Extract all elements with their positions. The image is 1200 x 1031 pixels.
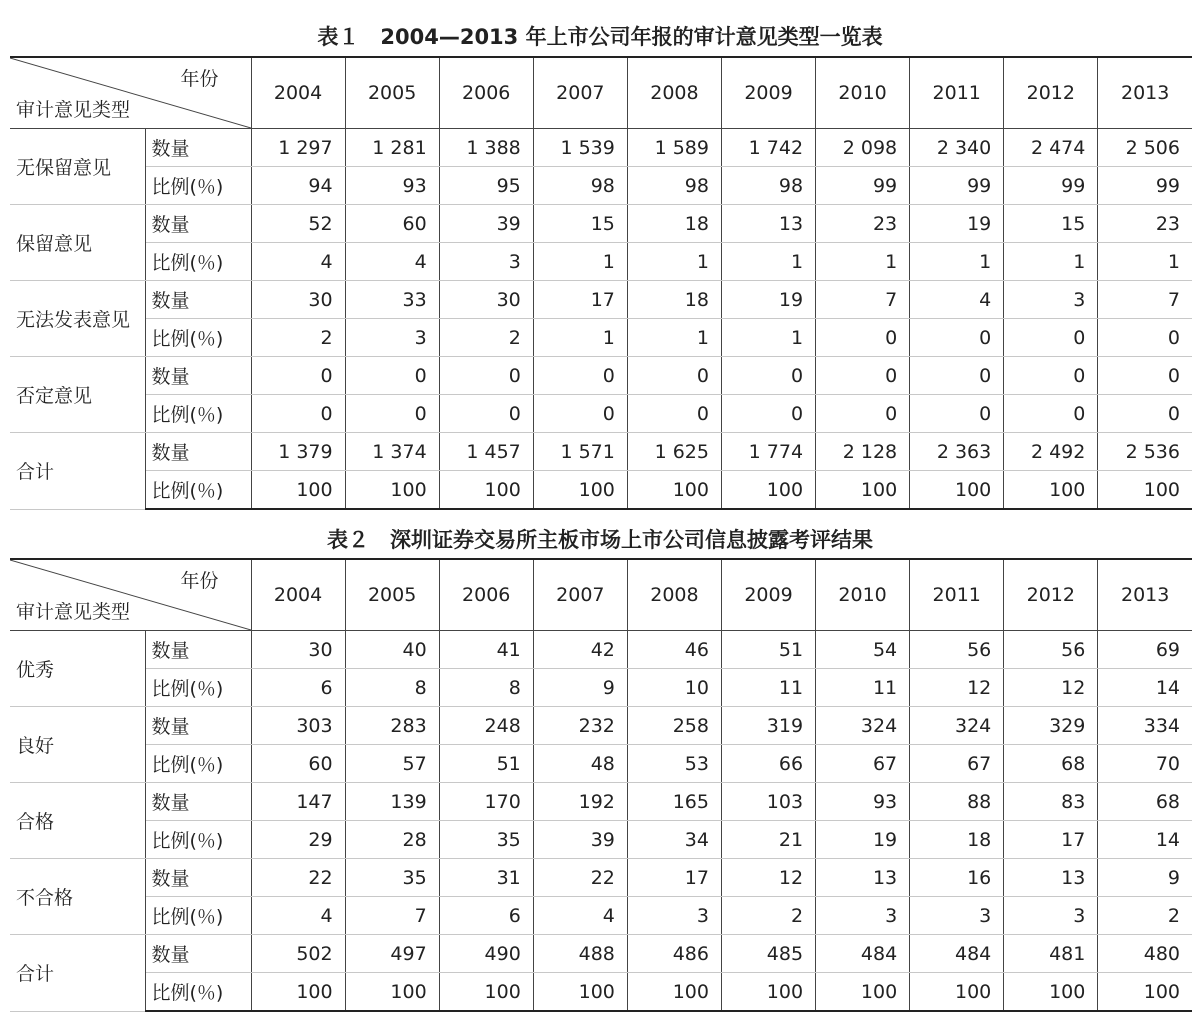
value-cell: 18 bbox=[627, 205, 721, 243]
value-cell: 30 bbox=[439, 281, 533, 319]
row-label: 比例(％) bbox=[145, 745, 251, 783]
value-cell: 98 bbox=[627, 167, 721, 205]
value-cell: 0 bbox=[345, 395, 439, 433]
value-cell: 1 bbox=[1004, 243, 1098, 281]
year-header: 2009 bbox=[721, 57, 815, 129]
corner-header bbox=[10, 57, 251, 129]
value-cell: 4 bbox=[910, 281, 1004, 319]
value-cell: 100 bbox=[345, 471, 439, 510]
value-cell: 22 bbox=[251, 859, 345, 897]
value-cell: 0 bbox=[910, 319, 1004, 357]
value-cell: 39 bbox=[533, 821, 627, 859]
table-row bbox=[10, 821, 1192, 859]
value-cell: 1 281 bbox=[345, 129, 439, 167]
value-cell: 100 bbox=[721, 471, 815, 510]
value-cell: 334 bbox=[1098, 707, 1192, 745]
value-cell: 303 bbox=[251, 707, 345, 745]
value-cell: 1 bbox=[627, 319, 721, 357]
row-label: 数量 bbox=[145, 707, 251, 745]
row-label: 比例(％) bbox=[145, 821, 251, 859]
value-cell: 0 bbox=[816, 395, 910, 433]
value-cell: 66 bbox=[721, 745, 815, 783]
value-cell: 68 bbox=[1004, 745, 1098, 783]
table-row bbox=[10, 319, 1192, 357]
value-cell: 17 bbox=[627, 859, 721, 897]
value-cell: 1 297 bbox=[251, 129, 345, 167]
group-label: 良好 bbox=[10, 707, 145, 783]
value-cell: 13 bbox=[721, 205, 815, 243]
value-cell: 8 bbox=[439, 669, 533, 707]
value-cell: 14 bbox=[1098, 821, 1192, 859]
value-cell: 1 374 bbox=[345, 433, 439, 471]
value-cell: 100 bbox=[533, 973, 627, 1012]
value-cell: 1 625 bbox=[627, 433, 721, 471]
value-cell: 0 bbox=[1098, 357, 1192, 395]
value-cell: 2 bbox=[1098, 897, 1192, 935]
table-row bbox=[10, 745, 1192, 783]
value-cell: 484 bbox=[816, 935, 910, 973]
value-cell: 100 bbox=[439, 973, 533, 1012]
value-cell: 481 bbox=[1004, 935, 1098, 973]
value-cell: 51 bbox=[721, 631, 815, 669]
table-row bbox=[10, 433, 1192, 471]
header-row bbox=[10, 559, 1192, 631]
value-cell: 2 340 bbox=[910, 129, 1004, 167]
value-cell: 100 bbox=[1004, 973, 1098, 1012]
value-cell: 4 bbox=[251, 243, 345, 281]
value-cell: 0 bbox=[1004, 357, 1098, 395]
table-row bbox=[10, 205, 1192, 243]
row-label: 数量 bbox=[145, 129, 251, 167]
value-cell: 42 bbox=[533, 631, 627, 669]
value-cell: 9 bbox=[1098, 859, 1192, 897]
year-header: 2011 bbox=[910, 559, 1004, 631]
value-cell: 35 bbox=[439, 821, 533, 859]
corner-header bbox=[10, 559, 251, 631]
value-cell: 100 bbox=[251, 973, 345, 1012]
value-cell: 70 bbox=[1098, 745, 1192, 783]
value-cell: 29 bbox=[251, 821, 345, 859]
value-cell: 0 bbox=[345, 357, 439, 395]
value-cell: 2 363 bbox=[910, 433, 1004, 471]
value-cell: 1 bbox=[533, 319, 627, 357]
value-cell: 1 388 bbox=[439, 129, 533, 167]
row-label: 比例(％) bbox=[145, 897, 251, 935]
value-cell: 1 bbox=[816, 243, 910, 281]
value-cell: 0 bbox=[439, 395, 533, 433]
value-cell: 100 bbox=[910, 471, 1004, 510]
value-cell: 57 bbox=[345, 745, 439, 783]
value-cell: 100 bbox=[1098, 471, 1192, 510]
value-cell: 6 bbox=[439, 897, 533, 935]
value-cell: 2 bbox=[721, 897, 815, 935]
value-cell: 15 bbox=[1004, 205, 1098, 243]
table-1-caption: 表１ 2004—2013 年上市公司年报的审计意见类型一览表 bbox=[317, 25, 883, 49]
value-cell: 4 bbox=[533, 897, 627, 935]
value-cell: 100 bbox=[816, 973, 910, 1012]
year-header: 2012 bbox=[1004, 57, 1098, 129]
year-header: 2013 bbox=[1098, 559, 1192, 631]
value-cell: 1 589 bbox=[627, 129, 721, 167]
table-row bbox=[10, 281, 1192, 319]
value-cell: 15 bbox=[533, 205, 627, 243]
value-cell: 486 bbox=[627, 935, 721, 973]
table-2-caption: 表２ 深圳证券交易所主板市场上市公司信息披露考评结果 bbox=[327, 528, 873, 552]
value-cell: 11 bbox=[721, 669, 815, 707]
year-header: 2004 bbox=[251, 57, 345, 129]
value-cell: 3 bbox=[910, 897, 1004, 935]
value-cell: 60 bbox=[251, 745, 345, 783]
row-label: 数量 bbox=[145, 433, 251, 471]
value-cell: 1 bbox=[533, 243, 627, 281]
value-cell: 480 bbox=[1098, 935, 1192, 973]
value-cell: 170 bbox=[439, 783, 533, 821]
value-cell: 100 bbox=[1098, 973, 1192, 1012]
value-cell: 33 bbox=[345, 281, 439, 319]
value-cell: 11 bbox=[816, 669, 910, 707]
row-label: 数量 bbox=[145, 281, 251, 319]
group-label: 合计 bbox=[10, 935, 145, 1012]
value-cell: 2 474 bbox=[1004, 129, 1098, 167]
value-cell: 22 bbox=[533, 859, 627, 897]
row-label: 数量 bbox=[145, 631, 251, 669]
value-cell: 139 bbox=[345, 783, 439, 821]
table-row bbox=[10, 859, 1192, 897]
year-header: 2008 bbox=[627, 559, 721, 631]
table-row bbox=[10, 669, 1192, 707]
year-header: 2007 bbox=[533, 559, 627, 631]
value-cell: 13 bbox=[816, 859, 910, 897]
value-cell: 2 bbox=[439, 319, 533, 357]
value-cell: 53 bbox=[627, 745, 721, 783]
table-row bbox=[10, 357, 1192, 395]
value-cell: 41 bbox=[439, 631, 533, 669]
value-cell: 52 bbox=[251, 205, 345, 243]
value-cell: 0 bbox=[533, 395, 627, 433]
value-cell: 93 bbox=[345, 167, 439, 205]
group-label: 无保留意见 bbox=[10, 129, 145, 205]
year-header: 2009 bbox=[721, 559, 815, 631]
value-cell: 31 bbox=[439, 859, 533, 897]
value-cell: 258 bbox=[627, 707, 721, 745]
value-cell: 2 098 bbox=[816, 129, 910, 167]
value-cell: 14 bbox=[1098, 669, 1192, 707]
value-cell: 23 bbox=[816, 205, 910, 243]
value-cell: 19 bbox=[721, 281, 815, 319]
group-label: 合计 bbox=[10, 433, 145, 510]
value-cell: 88 bbox=[910, 783, 1004, 821]
value-cell: 100 bbox=[439, 471, 533, 510]
row-label: 比例(％) bbox=[145, 669, 251, 707]
value-cell: 484 bbox=[910, 935, 1004, 973]
value-cell: 56 bbox=[1004, 631, 1098, 669]
value-cell: 0 bbox=[251, 395, 345, 433]
value-cell: 502 bbox=[251, 935, 345, 973]
table-row bbox=[10, 935, 1192, 973]
value-cell: 54 bbox=[816, 631, 910, 669]
value-cell: 48 bbox=[533, 745, 627, 783]
value-cell: 34 bbox=[627, 821, 721, 859]
value-cell: 1 bbox=[910, 243, 1004, 281]
value-cell: 1 539 bbox=[533, 129, 627, 167]
year-header: 2008 bbox=[627, 57, 721, 129]
value-cell: 94 bbox=[251, 167, 345, 205]
value-cell: 40 bbox=[345, 631, 439, 669]
value-cell: 2 506 bbox=[1098, 129, 1192, 167]
value-cell: 3 bbox=[816, 897, 910, 935]
value-cell: 69 bbox=[1098, 631, 1192, 669]
row-label: 数量 bbox=[145, 935, 251, 973]
value-cell: 490 bbox=[439, 935, 533, 973]
value-cell: 2 bbox=[251, 319, 345, 357]
value-cell: 1 774 bbox=[721, 433, 815, 471]
value-cell: 100 bbox=[1004, 471, 1098, 510]
table-row bbox=[10, 243, 1192, 281]
value-cell: 319 bbox=[721, 707, 815, 745]
value-cell: 497 bbox=[345, 935, 439, 973]
value-cell: 67 bbox=[816, 745, 910, 783]
value-cell: 93 bbox=[816, 783, 910, 821]
header-row bbox=[10, 57, 1192, 129]
table-row bbox=[10, 631, 1192, 669]
year-header: 2004 bbox=[251, 559, 345, 631]
row-label: 比例(％) bbox=[145, 319, 251, 357]
table-row bbox=[10, 897, 1192, 935]
value-cell: 4 bbox=[345, 243, 439, 281]
corner-type-label: 审计意见类型 bbox=[16, 601, 131, 623]
year-header: 2010 bbox=[816, 559, 910, 631]
value-cell: 6 bbox=[251, 669, 345, 707]
value-cell: 0 bbox=[1098, 319, 1192, 357]
value-cell: 103 bbox=[721, 783, 815, 821]
value-cell: 99 bbox=[1004, 167, 1098, 205]
value-cell: 2 492 bbox=[1004, 433, 1098, 471]
value-cell: 21 bbox=[721, 821, 815, 859]
value-cell: 99 bbox=[1098, 167, 1192, 205]
value-cell: 485 bbox=[721, 935, 815, 973]
value-cell: 39 bbox=[439, 205, 533, 243]
value-cell: 19 bbox=[910, 205, 1004, 243]
value-cell: 0 bbox=[816, 319, 910, 357]
value-cell: 0 bbox=[627, 395, 721, 433]
value-cell: 0 bbox=[439, 357, 533, 395]
row-label: 数量 bbox=[145, 205, 251, 243]
group-label: 无法发表意见 bbox=[10, 281, 145, 357]
value-cell: 18 bbox=[627, 281, 721, 319]
value-cell: 3 bbox=[345, 319, 439, 357]
value-cell: 100 bbox=[816, 471, 910, 510]
row-label: 比例(％) bbox=[145, 471, 251, 510]
table-row bbox=[10, 973, 1192, 1012]
value-cell: 28 bbox=[345, 821, 439, 859]
corner-type-label: 审计意见类型 bbox=[16, 99, 131, 121]
value-cell: 0 bbox=[627, 357, 721, 395]
value-cell: 95 bbox=[439, 167, 533, 205]
value-cell: 30 bbox=[251, 281, 345, 319]
value-cell: 100 bbox=[533, 471, 627, 510]
group-label: 合格 bbox=[10, 783, 145, 859]
corner-year-label: 年份 bbox=[180, 570, 219, 592]
value-cell: 329 bbox=[1004, 707, 1098, 745]
table-1 bbox=[10, 56, 1192, 510]
value-cell: 324 bbox=[816, 707, 910, 745]
value-cell: 56 bbox=[910, 631, 1004, 669]
value-cell: 12 bbox=[910, 669, 1004, 707]
value-cell: 18 bbox=[910, 821, 1004, 859]
value-cell: 0 bbox=[721, 395, 815, 433]
value-cell: 12 bbox=[1004, 669, 1098, 707]
value-cell: 68 bbox=[1098, 783, 1192, 821]
value-cell: 23 bbox=[1098, 205, 1192, 243]
group-label: 优秀 bbox=[10, 631, 145, 707]
value-cell: 100 bbox=[627, 973, 721, 1012]
value-cell: 46 bbox=[627, 631, 721, 669]
value-cell: 4 bbox=[251, 897, 345, 935]
row-label: 数量 bbox=[145, 859, 251, 897]
value-cell: 3 bbox=[1004, 897, 1098, 935]
row-label: 比例(％) bbox=[145, 973, 251, 1012]
value-cell: 324 bbox=[910, 707, 1004, 745]
value-cell: 0 bbox=[910, 395, 1004, 433]
value-cell: 0 bbox=[251, 357, 345, 395]
table-row bbox=[10, 707, 1192, 745]
value-cell: 1 379 bbox=[251, 433, 345, 471]
row-label: 比例(％) bbox=[145, 243, 251, 281]
value-cell: 232 bbox=[533, 707, 627, 745]
value-cell: 99 bbox=[816, 167, 910, 205]
value-cell: 0 bbox=[816, 357, 910, 395]
value-cell: 51 bbox=[439, 745, 533, 783]
year-header: 2013 bbox=[1098, 57, 1192, 129]
value-cell: 1 bbox=[1098, 243, 1192, 281]
table-row bbox=[10, 167, 1192, 205]
value-cell: 0 bbox=[1004, 395, 1098, 433]
value-cell: 3 bbox=[627, 897, 721, 935]
corner-year-label: 年份 bbox=[180, 68, 219, 90]
table-row bbox=[10, 471, 1192, 510]
table-row bbox=[10, 395, 1192, 433]
year-header: 2011 bbox=[910, 57, 1004, 129]
year-header: 2012 bbox=[1004, 559, 1098, 631]
year-header: 2005 bbox=[345, 559, 439, 631]
value-cell: 0 bbox=[1098, 395, 1192, 433]
row-label: 比例(％) bbox=[145, 395, 251, 433]
group-label: 不合格 bbox=[10, 859, 145, 935]
row-label: 数量 bbox=[145, 783, 251, 821]
value-cell: 3 bbox=[1004, 281, 1098, 319]
value-cell: 7 bbox=[345, 897, 439, 935]
value-cell: 60 bbox=[345, 205, 439, 243]
year-header: 2005 bbox=[345, 57, 439, 129]
year-header: 2007 bbox=[533, 57, 627, 129]
value-cell: 488 bbox=[533, 935, 627, 973]
value-cell: 165 bbox=[627, 783, 721, 821]
year-header: 2006 bbox=[439, 559, 533, 631]
value-cell: 0 bbox=[721, 357, 815, 395]
value-cell: 248 bbox=[439, 707, 533, 745]
value-cell: 17 bbox=[533, 281, 627, 319]
value-cell: 192 bbox=[533, 783, 627, 821]
table-row bbox=[10, 783, 1192, 821]
value-cell: 35 bbox=[345, 859, 439, 897]
table-row bbox=[10, 129, 1192, 167]
value-cell: 147 bbox=[251, 783, 345, 821]
value-cell: 100 bbox=[345, 973, 439, 1012]
value-cell: 1 457 bbox=[439, 433, 533, 471]
value-cell: 0 bbox=[910, 357, 1004, 395]
value-cell: 16 bbox=[910, 859, 1004, 897]
table-2 bbox=[10, 558, 1192, 1012]
value-cell: 0 bbox=[1004, 319, 1098, 357]
value-cell: 30 bbox=[251, 631, 345, 669]
group-label: 保留意见 bbox=[10, 205, 145, 281]
value-cell: 2 128 bbox=[816, 433, 910, 471]
value-cell: 13 bbox=[1004, 859, 1098, 897]
value-cell: 83 bbox=[1004, 783, 1098, 821]
value-cell: 17 bbox=[1004, 821, 1098, 859]
value-cell: 283 bbox=[345, 707, 439, 745]
value-cell: 100 bbox=[627, 471, 721, 510]
value-cell: 0 bbox=[533, 357, 627, 395]
value-cell: 10 bbox=[627, 669, 721, 707]
value-cell: 99 bbox=[910, 167, 1004, 205]
value-cell: 12 bbox=[721, 859, 815, 897]
value-cell: 7 bbox=[1098, 281, 1192, 319]
value-cell: 98 bbox=[533, 167, 627, 205]
value-cell: 2 536 bbox=[1098, 433, 1192, 471]
value-cell: 1 bbox=[721, 319, 815, 357]
value-cell: 67 bbox=[910, 745, 1004, 783]
year-header: 2010 bbox=[816, 57, 910, 129]
value-cell: 100 bbox=[251, 471, 345, 510]
row-label: 比例(％) bbox=[145, 167, 251, 205]
value-cell: 100 bbox=[721, 973, 815, 1012]
value-cell: 1 bbox=[627, 243, 721, 281]
value-cell: 8 bbox=[345, 669, 439, 707]
value-cell: 1 571 bbox=[533, 433, 627, 471]
value-cell: 3 bbox=[439, 243, 533, 281]
value-cell: 98 bbox=[721, 167, 815, 205]
year-header: 2006 bbox=[439, 57, 533, 129]
group-label: 否定意见 bbox=[10, 357, 145, 433]
value-cell: 1 742 bbox=[721, 129, 815, 167]
value-cell: 1 bbox=[721, 243, 815, 281]
value-cell: 7 bbox=[816, 281, 910, 319]
value-cell: 19 bbox=[816, 821, 910, 859]
value-cell: 9 bbox=[533, 669, 627, 707]
row-label: 数量 bbox=[145, 357, 251, 395]
value-cell: 100 bbox=[910, 973, 1004, 1012]
